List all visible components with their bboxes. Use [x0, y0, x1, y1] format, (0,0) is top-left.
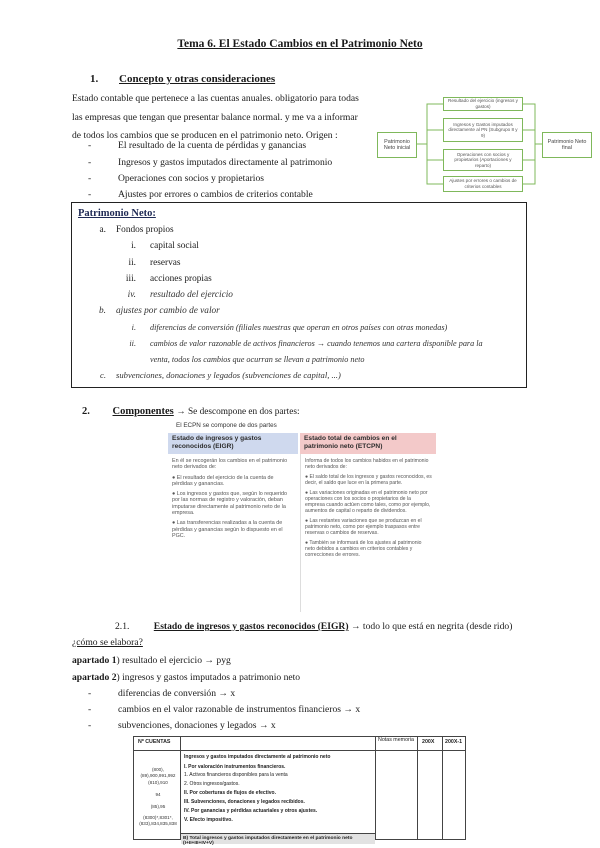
- header-prev-year: 200X-1: [445, 739, 463, 745]
- eigr-column: [168, 454, 298, 612]
- column-divider: [417, 737, 418, 839]
- item-label: acciones propias: [150, 274, 212, 284]
- question-line: ¿cómo se elabora?: [72, 637, 143, 648]
- section-number: 1.: [90, 73, 99, 85]
- apartado-label: apartado 2: [72, 672, 117, 683]
- pn-subitem-cont: [118, 355, 364, 364]
- item-marker: ii.: [128, 258, 136, 268]
- diagram-box: Ingresos y Gastos imputados directamente al PN (Subgrupo 8 y 9): [443, 118, 523, 142]
- apartado-bullet: [88, 720, 276, 731]
- origin-bullet: - El resultado de la cuenta de pérdidas y ganancias: [88, 140, 307, 151]
- header-notas: Notas memoria: [378, 737, 414, 743]
- row-label: V. Efecto impositivo.: [184, 817, 233, 823]
- bullet-dash: -: [88, 688, 92, 699]
- cell-text: Informa de todos los cambios habidos en el patrimonio neto derivados de:: [305, 458, 429, 470]
- section-1-paragraph: [72, 90, 377, 146]
- section-note: → todo lo que está en negrita (desde rido): [350, 621, 513, 632]
- item-marker: i.: [131, 323, 136, 332]
- item-label: resultado del ejercicio: [150, 290, 233, 300]
- apartado-bullet: [88, 688, 235, 699]
- row-label: III. Subvenciones, donaciones y legados recibidos.: [184, 799, 305, 805]
- pn-subitem: [118, 339, 483, 348]
- apartado-bullet: [88, 704, 360, 715]
- item-label: capital social: [150, 241, 199, 251]
- page-title: Tema 6. El Estado Cambios en el Patrimonio Neto: [177, 38, 423, 50]
- bullet-dash: -: [88, 704, 92, 715]
- item-label: venta, todos los cambios que ocurran se llevan a patrimonio neto: [150, 355, 365, 364]
- paragraph-line: de todos los cambios que se producen en el patrimonio neto. Origen :: [72, 130, 338, 141]
- column-divider: [180, 737, 181, 839]
- item-marker: ii.: [129, 339, 136, 348]
- header-cuentas: Nº CUENTAS: [138, 739, 171, 745]
- cell-text: ● Las transferencias realizadas a la cuenta de pérdidas y ganancias según lo dispuesto en el PGC.: [172, 520, 283, 539]
- row-label: Ingresos y gastos imputados directamente al patrimonio neto: [184, 754, 331, 760]
- origin-bullet: - Operaciones con socios y propietarios: [88, 173, 264, 184]
- etcpn-column: [300, 454, 436, 612]
- item-label: subvenciones, donaciones y legados (subvenciones de capital, ...): [116, 370, 341, 380]
- total-row: B) Total ingresos y gastos imputados directamente en el patrimonio neto (I+II+III+IV+V): [181, 833, 375, 844]
- bullet-text: diferencias de conversión → x: [118, 688, 236, 699]
- apartado-label: apartado 1: [72, 655, 117, 666]
- section-number: 2.1.: [115, 621, 130, 632]
- apartado-1: [72, 655, 231, 666]
- cell-text: ● Las restantes variaciones que se produzcan en el patrimonio neto, como por ejemplo traspasos entre reservas o cambios de reservas.: [305, 518, 422, 536]
- pn-subitem: [118, 241, 199, 251]
- item-label: diferencias de conversión (filiales nuestras que operan en otros países con otras monedas): [150, 323, 448, 332]
- cell-text: ● El saldo total de los ingresos y gastos reconocidos, es decir, el saldo que luce en la primera parte.: [305, 474, 432, 486]
- item-marker: a.: [99, 225, 106, 235]
- box-title: Patrimonio Neto:: [78, 208, 156, 219]
- header-year: 200X: [422, 739, 435, 745]
- pn-subitem: [118, 290, 233, 300]
- item-marker: iv.: [127, 290, 136, 300]
- section-title: Concepto y otras consideraciones: [119, 73, 276, 85]
- eigr-header: Estado de ingresos y gastos reconocidos (EIGR): [168, 433, 298, 454]
- item-marker: c.: [100, 370, 106, 380]
- item-label: cambios de valor razonable de activos financieros → cuando tenemos una cartera disponible para la: [150, 339, 483, 348]
- item-label: reservas: [150, 258, 181, 268]
- diagram-box: Operaciones con socios y propietarios (Aportaciones y reparto): [443, 149, 523, 171]
- pn-item-a: [94, 225, 174, 235]
- account-code: 94: [155, 792, 161, 797]
- section-title: Estado de ingresos y gastos reconocidos (EIGR): [153, 621, 349, 632]
- section-2-heading: [82, 406, 300, 417]
- bullet-text: Ajustes por errores o cambios de criterios contable: [118, 189, 313, 200]
- apartado-text: ) ingresos y gastos imputados a patrimonio neto: [116, 672, 301, 683]
- origin-bullet: - Ingresos y gastos imputados directamente al patrimonio: [88, 157, 333, 168]
- item-marker: b.: [99, 306, 106, 316]
- table-caption: El ECPN se compone de dos partes: [176, 422, 277, 429]
- cell-text: ● También se informará de los ajustes al patrimonio neto debidos a cambios en criterios contables y correcciones de errores.: [305, 540, 422, 558]
- diagram-box: Ajustes por errores o cambios de criterios contables: [443, 176, 523, 192]
- row-label: IV. Por ganancias y pérdidas actuariales y otros ajustes.: [184, 808, 318, 814]
- diagram-box: Resultado del ejercicio (ingresos y gastos): [443, 97, 523, 111]
- cell-text: ● Las variaciones originadas en el patrimonio neto por operaciones con los socios o propietarios de la empresa cuando actúen como tales, como por ejemplo, aumentos de capital o reparto de dividendos.: [305, 490, 431, 514]
- account-code: (8300)*,8301*,(833),834,835,838: [139, 815, 177, 826]
- section-note: → Se descompone en dos partes:: [176, 407, 300, 417]
- cell-text: ● El resultado del ejercicio de la cuenta de pérdidas y ganancias.: [172, 474, 274, 487]
- item-label: Fondos propios: [116, 225, 174, 235]
- bullet-text: cambios en el valor razonable de instrumentos financieros → x: [118, 704, 361, 715]
- etcpn-header: Estado total de cambios en el patrimonio neto (ETCPN): [300, 433, 436, 454]
- bullet-text: Operaciones con socios y propietarios: [118, 173, 264, 184]
- account-code: (85),95: [150, 804, 166, 809]
- bullet-dash: -: [88, 720, 92, 731]
- origin-bullet: - Ajustes por errores o cambios de criterios contable: [88, 189, 313, 200]
- apartado-2: [72, 672, 300, 683]
- item-label: ajustes por cambio de valor: [116, 306, 220, 316]
- row-label: 2. Otros ingresos/gastos.: [184, 781, 240, 787]
- row-label: 1. Activos financieros disponibles para la venta: [184, 772, 288, 778]
- pn-item-b: [94, 306, 220, 316]
- row-label: II. Por coberturas de flujos de efectivo.: [184, 790, 276, 796]
- section-title: Componentes: [112, 406, 174, 417]
- pn-subitem: [118, 274, 212, 284]
- row-label: I. Por valoración instrumentos financieros.: [184, 764, 286, 770]
- cell-text: En él se recogerán los cambios en el patrimonio neto derivados de:: [172, 458, 288, 471]
- diagram-pn-final: Patrimonio Neto final: [542, 132, 592, 158]
- column-divider: [375, 737, 376, 839]
- item-marker: i.: [131, 241, 136, 251]
- pn-subitem: [118, 323, 447, 332]
- paragraph-line: las empresas que tengan que presentar balance normal. y me va a informar: [72, 111, 358, 123]
- section-2-1-heading: [115, 621, 512, 632]
- components-table: [168, 422, 436, 612]
- account-code: (800),(89),900,991,992: [140, 767, 176, 778]
- paragraph-line: Estado contable que pertenece a las cuentas anuales. obligatorio para todas: [72, 93, 359, 104]
- bullet-text: Ingresos y gastos imputados directamente al patrimonio: [118, 157, 333, 168]
- item-marker: iii.: [125, 274, 136, 284]
- section-1-heading: [90, 73, 275, 85]
- bullet-text: subvenciones, donaciones y legados → x: [118, 720, 276, 731]
- diagram-pn-inicial: Patrimonio Neto inicial: [377, 132, 417, 158]
- section-number: 2.: [82, 406, 90, 417]
- column-divider: [442, 737, 443, 839]
- pn-subitem: [118, 258, 180, 268]
- bullet-text: El resultado de la cuenta de pérdidas y ganancias: [118, 140, 307, 151]
- cell-text: ● Los ingresos y gastos que, según lo requerido por las normas de registro y valoración, deban imputarse directamente al patrimonio neto de la empresa.: [172, 491, 288, 517]
- apartado-text: ) resultado el ejercicio → pyg: [116, 655, 231, 666]
- patrimonio-neto-box: [71, 202, 527, 388]
- eigr-table: [133, 736, 466, 846]
- account-code: (810),910: [148, 780, 168, 785]
- pn-item-c: [94, 370, 341, 380]
